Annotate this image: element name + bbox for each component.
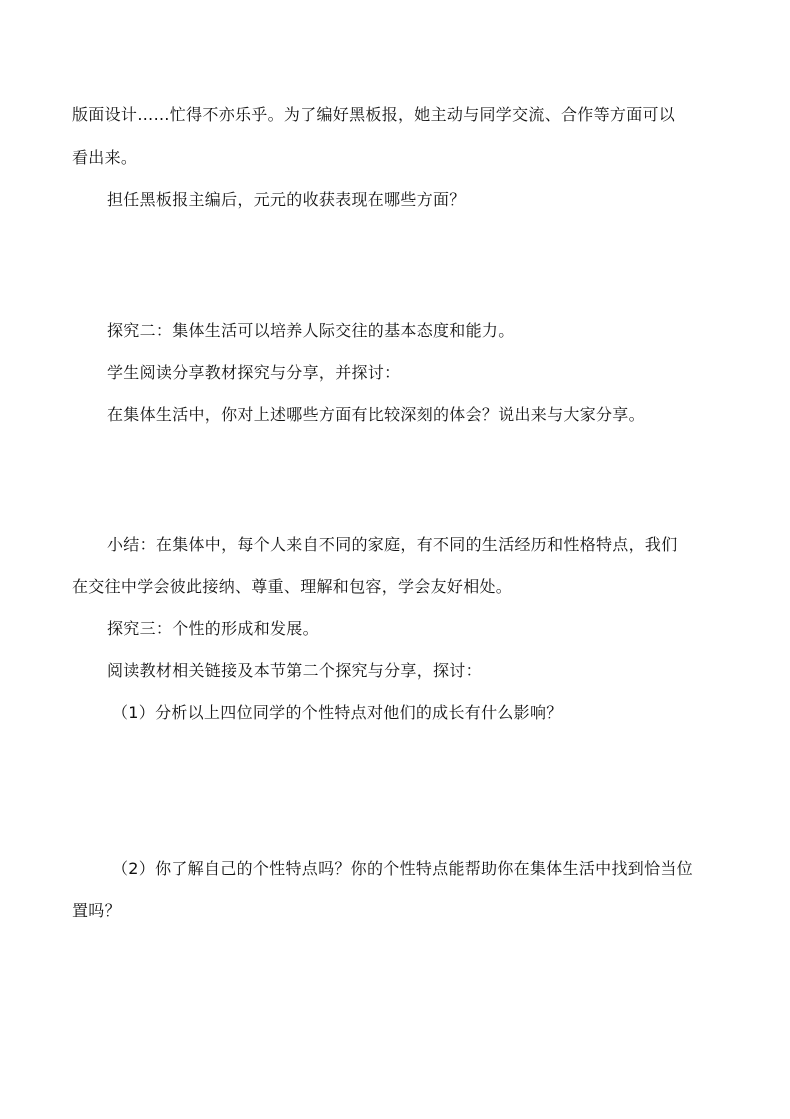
section-heading-3: 探究三：个性的形成和发展。 (107, 619, 319, 638)
question-line: （2）你了解自己的个性特点吗？你的个性特点能帮助你在集体生活中找到恰当位 (112, 859, 693, 878)
section-heading-2: 探究二：集体生活可以培养人际交往的基本态度和能力。 (107, 321, 515, 340)
paragraph-line: 版面设计……忙得不亦乐乎。为了编好黑板报，她主动与同学交流、合作等方面可以 (72, 105, 676, 124)
summary-line: 在交往中学会彼此接纳、尊重、理解和包容，学会友好相处。 (72, 577, 513, 596)
question-line: 担任黑板报主编后，元元的收获表现在哪些方面？ (107, 190, 466, 209)
summary-line: 小结：在集体中，每个人来自不同的家庭，有不同的生活经历和性格特点，我们 (107, 535, 678, 554)
question-line: （1）分析以上四位同学的个性特点对他们的成长有什么影响？ (112, 703, 563, 722)
question-line: 在集体生活中，你对上述哪些方面有比较深刻的体会？说出来与大家分享。 (107, 405, 645, 424)
paragraph-line: 学生阅读分享教材探究与分享，并探讨： (107, 363, 401, 382)
paragraph-line: 阅读教材相关链接及本节第二个探究与分享，探讨： (107, 661, 482, 680)
question-line: 置吗？ (72, 901, 121, 920)
paragraph-line: 看出来。 (72, 148, 138, 167)
